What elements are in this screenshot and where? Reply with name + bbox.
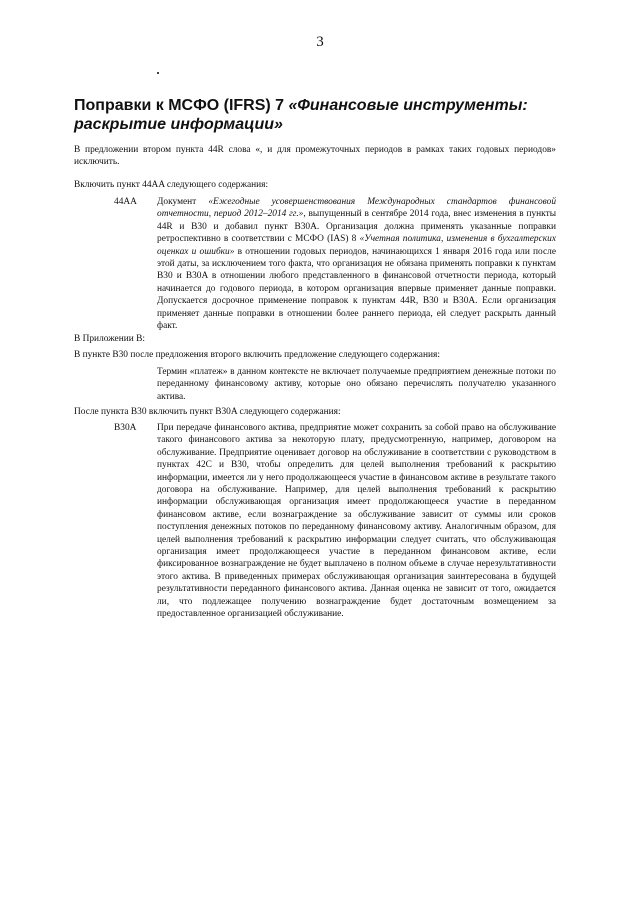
p44aa-text-1: Документ	[157, 197, 209, 207]
p44aa-text-2: , выпущенный в сентябре 2014 года, внес изменения в пункты 44R и B30 и добавил пункт B30A. Организация должна применять указанные поправки ретроспективно в соответствии с МСФО (IAS) 8	[157, 209, 556, 245]
paragraph-b30a-body: При передаче финансового актива, предприятие может сохранить за собой право на обслуживание такого финансового актива за некоторую плату, предусмотренную, например, договором на обслуживание. Предприятие оценивает договор на обслуживание в соответствии с руководством в пунктах 42C и B30, чтобы определить для целей выполнения требований к раскрытию информации, имеется ли у него продолжающееся участие в финансовом активе в результате такого договора на обслуживание. Например, для целей выполнения требований к раскрытию информации обслуживающая организация имеет продолжающееся участие в переданном финансовом активе, если вознаграждение за обслуживание зависит от суммы или сроков поступления денежных потоков по переданному финансовому активу. Аналогичным образом, для целей выполнения требований к раскрытию информации следует считать, что обслуживающая организация имеет продолжающееся участие в переданном финансовом активе, если фиксированное вознаграждение не будет выплачено в полном объеме в случае нерезультативности этого актива. В приведенных примерах обслуживающая организация заинтересована в будущей результативности переданного финансового актива. Данная оценка не зависит от того, ожидается ли, что подлежащее получению вознаграждение будет достаточным возмещением за предоставленное организацией обслуживание.	[157, 423, 556, 620]
paragraph-44aa-body	[157, 196, 556, 332]
quoted-sentence-b30: Термин «платеж» в данном контексте не включает получаемые предприятием денежные потоки по переданному финансовому активу, которые оно обязано перечислять получателю указанного актива.	[157, 367, 556, 402]
paragraph-include-b30a: После пункта B30 включить пункт B30A следующего содержания:	[74, 407, 341, 417]
paragraph-44r-amendment: В предложении втором пункта 44R слова «, и для промежуточных периодов в рамках таких годовых периодов» исключить.	[74, 145, 556, 168]
page-number: 3	[316, 34, 324, 50]
p44aa-text-3: в отношении годовых периодов, начинающихся 1 января 2016 года или после этой даты, за исключением того факта, что организация не обязана применять поправки к пунктам B30 и B30A в отношении любого представленного в финансовой отчетности периода, который начинается до годового периода, в котором организация впервые применяет данные поправки. Допускается досрочное применение поправок к пунктам 44R, B30 и B30A. Если организация применяет данные поправки в отношении более раннего периода, ей следует раскрыть данный факт.	[157, 246, 556, 332]
paragraph-b30-instruction: В пункте B30 после предложения второго включить предложение следующего содержания:	[74, 350, 440, 360]
paragraph-appendix-b: В Приложении B:	[74, 334, 145, 344]
paragraph-label-b30a: B30A	[114, 423, 137, 433]
p44aa-italic-2: «Учетная политика, изменения в бухгалтерских оценках и ошибки»	[157, 234, 556, 257]
paragraph-label-44aa: 44AA	[114, 197, 137, 207]
scan-dot	[157, 72, 159, 74]
heading-normal: Поправки к МСФО (IFRS) 7	[74, 97, 289, 114]
heading-italic: «Финансовые инструменты: раскрытие информации»	[74, 97, 528, 133]
section-heading	[74, 96, 594, 134]
p44aa-italic-1: «Ежегодные усовершенствования Международных стандартов финансовой отчетности, период 2012–2014 гг.»	[157, 197, 557, 220]
paragraph-include-44aa: Включить пункт 44AA следующего содержания:	[74, 180, 269, 190]
